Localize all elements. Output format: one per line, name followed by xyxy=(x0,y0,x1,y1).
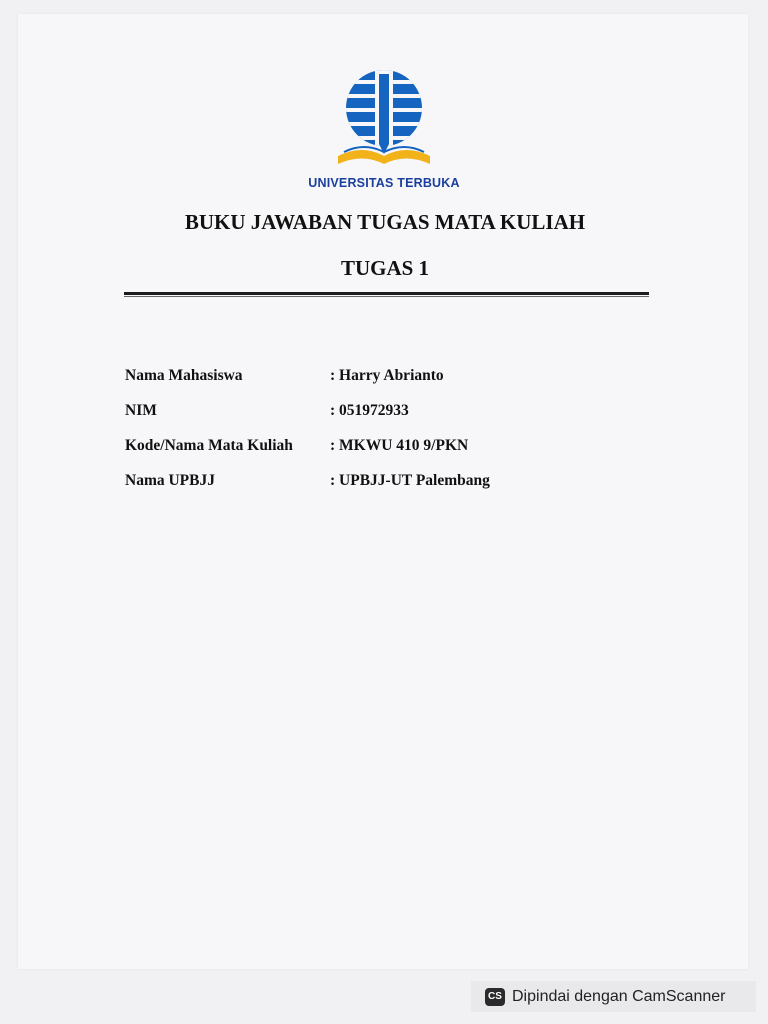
info-value: : UPBJJ-UT Palembang xyxy=(330,472,490,489)
camscanner-watermark xyxy=(471,981,756,1012)
university-name: UNIVERSITAS TERBUKA xyxy=(308,176,460,190)
document-subtitle: TUGAS 1 xyxy=(340,256,430,280)
student-info xyxy=(125,367,645,507)
info-value: : 051972933 xyxy=(330,402,409,419)
info-label: NIM xyxy=(125,402,157,419)
title-divider xyxy=(124,292,649,295)
title-divider-thin xyxy=(124,296,649,297)
document-title: BUKU JAWABAN TUGAS MATA KULIAH xyxy=(184,210,586,234)
info-row-course xyxy=(125,437,645,472)
info-label: Kode/Nama Mata Kuliah xyxy=(125,437,293,454)
info-label: Nama Mahasiswa xyxy=(125,367,243,384)
info-label: Nama UPBJJ xyxy=(125,472,215,489)
info-row-name xyxy=(125,367,645,402)
info-value: : Harry Abrianto xyxy=(330,367,444,384)
info-row-nim xyxy=(125,402,645,437)
info-value: : MKWU 410 9/PKN xyxy=(330,437,469,454)
info-row-upbjj xyxy=(125,472,645,507)
watermark-text: Dipindai dengan CamScanner xyxy=(512,987,726,1005)
camscanner-icon: CS xyxy=(485,988,505,1006)
university-emblem-icon xyxy=(334,60,434,172)
university-logo xyxy=(0,60,768,172)
